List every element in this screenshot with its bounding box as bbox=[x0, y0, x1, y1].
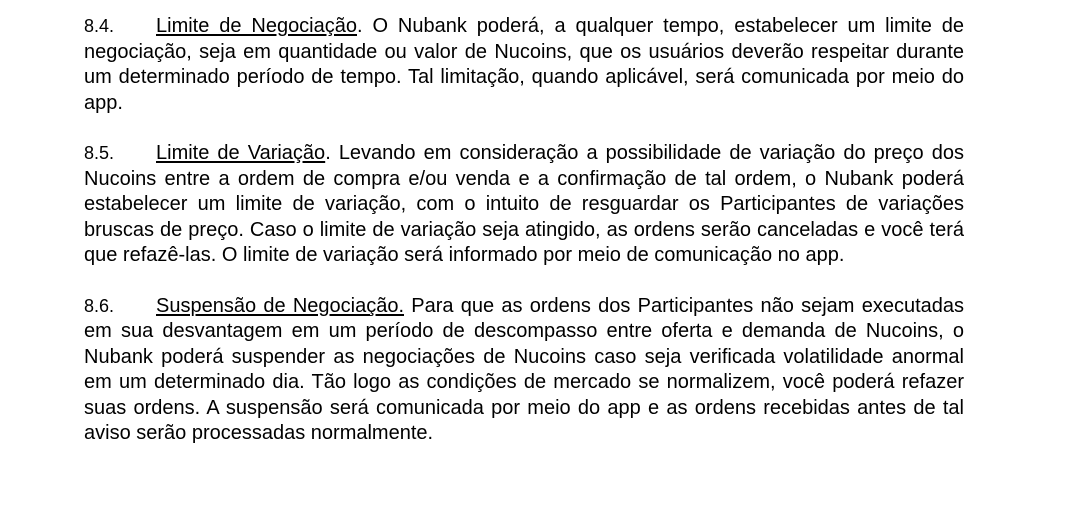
clause-8-5 bbox=[84, 141, 964, 269]
clause-number: 8.6. bbox=[84, 295, 115, 316]
clause-number: 8.5. bbox=[84, 143, 115, 163]
clause-text: Levando em consideração a possibilidade de variação do preço dos Nucoins entre a ordem de compra e/ou venda e a confirmação de tal ordem, o Nubank poderá estabelecer um limite de variação, com o intuito de resguardar os Participantes de variações bruscas de preço. Caso o limite de variação seja atingido, as ordens serão canceladas e você terá que refazê-las. O limite de variação será informado por meio de comunicação no app. bbox=[84, 142, 964, 266]
clause-heading-punct: . bbox=[357, 15, 363, 37]
clause-heading-punct: . bbox=[325, 142, 331, 164]
clause-8-6 bbox=[84, 294, 964, 447]
clause-heading: Limite de Negociação bbox=[156, 15, 357, 37]
clause-heading: Limite de Variação bbox=[156, 142, 326, 164]
document-body bbox=[84, 14, 964, 472]
clause-text: O Nubank poderá, a qualquer tempo, estabelecer um limite de negociação, seja em quantidade ou valor de Nucoins, que os usuários deverão respeitar durante um determinado período de tempo. Tal limitação, quando aplicável, será comunicada por meio do app. bbox=[84, 15, 964, 114]
clause-8-4 bbox=[84, 14, 964, 116]
clause-number: 8.4. bbox=[84, 16, 115, 36]
clause-heading: Suspensão de Negociação. bbox=[156, 294, 404, 317]
clause-text: Para que as ordens dos Participantes não sejam executadas em sua desvantagem em um período de descompasso entre oferta e demanda de Nucoins, o Nubank poderá suspender as negociações de Nucoins caso seja verificada volatilidade anormal em um determinado dia. Tão logo as condições de mercado se normalizem, você poderá refazer suas ordens. A suspensão será comunicada por meio do app e as ordens recebidas antes de tal aviso serão processadas normalmente. bbox=[84, 294, 964, 444]
